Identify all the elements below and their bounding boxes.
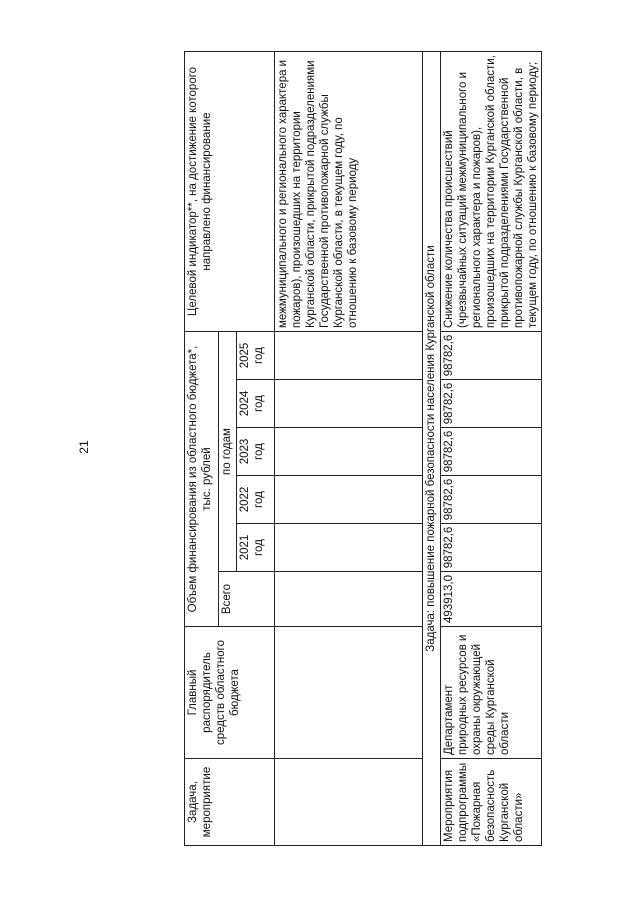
- row-measure: Мероприятия подпрограммы «Пожарная безопасность Курганской области»: [441, 759, 542, 846]
- header-year-2021: 2021 год: [237, 524, 275, 572]
- page-number: 21: [77, 440, 91, 454]
- header-year-2024: 2024 год: [237, 380, 275, 428]
- header-task: Задача, мероприятие: [185, 759, 275, 846]
- row-indicator: Снижение количества происшествий (чрезвычайных ситуаций межмуниципального и регионального характера и пожаров), произошедших на территории Курганской области, прикрытой подразделениями Государственной противопожарной службы Курганской области, в текущем году, по отношению к базовому периоду;: [441, 52, 542, 332]
- financing-table: [184, 51, 542, 846]
- header-year-2023: 2023 год: [237, 428, 275, 476]
- continued-row: [275, 52, 423, 846]
- header-year-2022: 2022 год: [237, 476, 275, 524]
- row-2024: 98782,6: [441, 380, 542, 428]
- continued-indicator: межмуниципального и регионального характера и пожаров), произошедших на территории Курганской области, прикрытой подразделениями Государственной противопожарной службы Курганской области, в текущем году, по отношению к базовому периоду: [275, 52, 423, 332]
- header-by-years: по годам: [219, 332, 237, 572]
- row-manager: Департамент природных ресурсов и охраны окружающей среды Курганской области: [441, 627, 542, 759]
- header-total: Всего: [219, 572, 275, 627]
- header-indicator: Целевой индикатор**, на достижение которого направлено финансирование: [185, 52, 275, 332]
- table-row: [441, 52, 542, 846]
- row-2023: 98782,6: [441, 428, 542, 476]
- row-2021: 98782,6: [441, 524, 542, 572]
- header-volume: Объем финансирования из областного бюджета*, тыс. рублей: [185, 332, 219, 627]
- row-total: 493913,0: [441, 572, 542, 627]
- header-manager: Главный распорядитель средств областного бюджета: [185, 627, 275, 759]
- task-heading: Задача: повышение пожарной безопасности населения Курганской области: [423, 52, 441, 846]
- row-2025: 98782,6: [441, 332, 542, 380]
- rotated-table-wrapper: [184, 52, 540, 846]
- header-year-2025: 2025 год: [237, 332, 275, 380]
- row-2022: 98782,6: [441, 476, 542, 524]
